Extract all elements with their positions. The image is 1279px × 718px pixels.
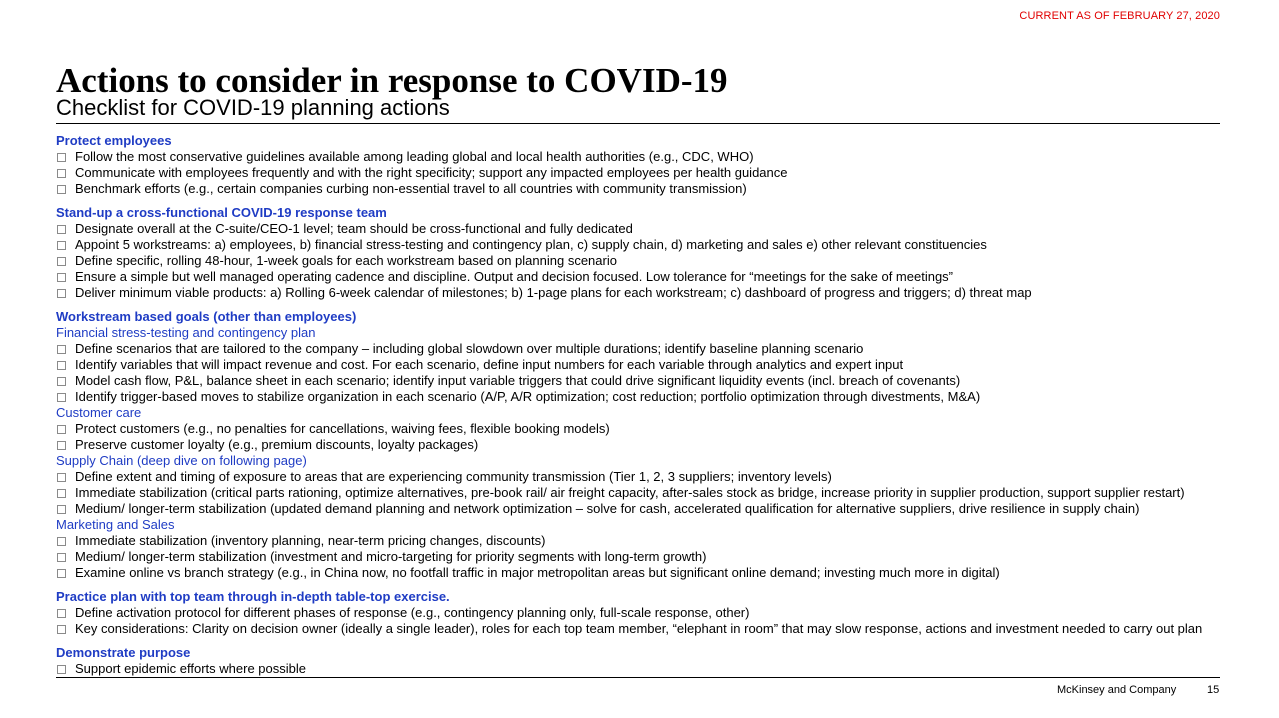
- checklist-item-text: Ensure a simple but well managed operating cadence and discipline. Output and decision focused. Low tolerance for “meetings for the sake of meetings”: [75, 269, 954, 284]
- footer-divider: [56, 677, 1220, 678]
- checklist-item: [56, 565, 1256, 581]
- checklist-item-text: Designate overall at the C-suite/CEO-1 level; team should be cross-functional and fully dedicated: [75, 221, 633, 236]
- section-heading: Protect employees: [56, 133, 172, 148]
- checklist-item: [56, 149, 1256, 165]
- workstream-subheading: Marketing and Sales: [56, 517, 175, 532]
- checklist-item-text: Define specific, rolling 48-hour, 1-week goals for each workstream based on planning scenario: [75, 253, 617, 268]
- checklist-item-text: Key considerations: Clarity on decision owner (ideally a single leader), roles for each top team member, “elephant in room” that may slow response, actions and investment needed to carry out plan: [75, 621, 1203, 636]
- checklist-item: [56, 621, 1256, 637]
- checklist-item-text: Define scenarios that are tailored to the company – including global slowdown over multiple durations; identify baseline planning scenario: [75, 341, 864, 356]
- checkbox-icon: [57, 257, 66, 266]
- checkbox-icon: [57, 473, 66, 482]
- checklist-item-text: Protect customers (e.g., no penalties for cancellations, waiving fees, flexible booking models): [75, 421, 610, 436]
- checklist-item: [56, 549, 1256, 565]
- checklist-item: [56, 661, 1256, 677]
- checklist-item-text: Immediate stabilization (critical parts rationing, optimize alternatives, pre-book rail/ air freight capacity, after-sales stock as bridge, increase priority in supplier production, support supplier restart): [75, 485, 1185, 500]
- checklist-item-text: Examine online vs branch strategy (e.g., in China now, no footfall traffic in major metropolitan areas but significant online demand; investing much more in digital): [75, 565, 1000, 580]
- workstream-subheading: Customer care: [56, 405, 142, 420]
- checklist-item-text: Identify variables that will impact revenue and cost. For each scenario, define input numbers for each variable through analytics and expert input: [75, 357, 904, 372]
- checklist-section: [56, 205, 1256, 301]
- page-title: Actions to consider in response to COVID-19: [56, 61, 728, 100]
- checklist-item-text: Medium/ longer-term stabilization (investment and micro-targeting for priority segments with long-term growth): [75, 549, 707, 564]
- section-heading: Practice plan with top team through in-depth table-top exercise.: [56, 589, 450, 604]
- checklist-content: [56, 133, 1256, 685]
- checklist-item-text: Define extent and timing of exposure to areas that are experiencing community transmission (Tier 1, 2, 3 suppliers; inventory levels): [75, 469, 832, 484]
- checklist-item: [56, 237, 1256, 253]
- checklist-item-text: Model cash flow, P&L, balance sheet in each scenario; identify input variable triggers that could drive significant liquidity events (incl. breach of covenants): [75, 373, 961, 388]
- checkbox-icon: [57, 225, 66, 234]
- checklist-item: [56, 221, 1256, 237]
- checkbox-icon: [57, 609, 66, 618]
- checklist-item: [56, 437, 1256, 453]
- checkbox-icon: [57, 505, 66, 514]
- checkbox-icon: [57, 169, 66, 178]
- checkbox-icon: [57, 489, 66, 498]
- checklist-item-text: Deliver minimum viable products: a) Rolling 6-week calendar of milestones; b) 1-page plans for each workstream; c) dashboard of progress and triggers; d) threat map: [75, 285, 1032, 300]
- checklist-item: [56, 357, 1256, 373]
- checklist-item: [56, 373, 1256, 389]
- checkbox-icon: [57, 289, 66, 298]
- checkbox-icon: [57, 665, 66, 674]
- checkbox-icon: [57, 345, 66, 354]
- checkbox-icon: [57, 425, 66, 434]
- checklist-item: [56, 269, 1256, 285]
- checklist-item: [56, 389, 1256, 405]
- checkbox-icon: [57, 185, 66, 194]
- checkbox-icon: [57, 241, 66, 250]
- checklist-item: [56, 469, 1256, 485]
- checklist-item: [56, 165, 1256, 181]
- checkbox-icon: [57, 625, 66, 634]
- checklist-item-text: Preserve customer loyalty (e.g., premium discounts, loyalty packages): [75, 437, 479, 452]
- footer-brand: McKinsey and Company: [1057, 684, 1177, 696]
- checklist-item: [56, 421, 1256, 437]
- checklist-item-text: Support epidemic efforts where possible: [75, 661, 306, 676]
- checklist-item: [56, 253, 1256, 269]
- section-heading: Workstream based goals (other than employees): [56, 309, 357, 324]
- current-as-of-label: CURRENT AS OF FEBRUARY 27, 2020: [1019, 10, 1220, 22]
- checklist-item-text: Identify trigger-based moves to stabilize organization in each scenario (A/P, A/R optimization; cost reduction; portfolio optimization through divestments, M&A): [75, 389, 981, 404]
- checkbox-icon: [57, 553, 66, 562]
- checklist-item-text: Medium/ longer-term stabilization (updated demand planning and network optimization – solve for cash, accelerated qualification for alternative suppliers, drive resilience in supply chain): [75, 501, 1140, 516]
- checklist-item: [56, 501, 1256, 517]
- checklist-section: [56, 133, 1256, 197]
- workstream-subheading: Financial stress-testing and contingency plan: [56, 325, 316, 340]
- checklist-item: [56, 605, 1256, 621]
- header-divider: [56, 123, 1220, 124]
- checkbox-icon: [57, 273, 66, 282]
- checklist-item-text: Communicate with employees frequently and with the right specificity; support any impacted employees per health guidance: [75, 165, 788, 180]
- checkbox-icon: [57, 441, 66, 450]
- checklist-item: [56, 181, 1256, 197]
- checklist-item-text: Define activation protocol for different phases of response (e.g., contingency planning only, full-scale response, other): [75, 605, 750, 620]
- page-number: 15: [1207, 684, 1220, 696]
- section-heading: Demonstrate purpose: [56, 645, 191, 660]
- checkbox-icon: [57, 153, 66, 162]
- checklist-item-text: Benchmark efforts (e.g., certain companies curbing non-essential travel to all countries with community transmission): [75, 181, 747, 196]
- checkbox-icon: [57, 377, 66, 386]
- checkbox-icon: [57, 393, 66, 402]
- checklist-item: [56, 285, 1256, 301]
- checklist-item: [56, 485, 1256, 501]
- checkbox-icon: [57, 361, 66, 370]
- section-heading: Stand-up a cross-functional COVID-19 response team: [56, 205, 387, 220]
- checkbox-icon: [57, 537, 66, 546]
- workstream-subheading: Supply Chain (deep dive on following page): [56, 453, 307, 468]
- checklist-item-text: Immediate stabilization (inventory planning, near-term pricing changes, discounts): [75, 533, 546, 548]
- checkbox-icon: [57, 569, 66, 578]
- checklist-section: [56, 645, 1256, 677]
- checklist-item-text: Appoint 5 workstreams: a) employees, b) financial stress-testing and contingency plan, c) supply chain, d) marketing and sales e) other relevant constituencies: [75, 237, 987, 252]
- checklist-section: [56, 309, 1256, 581]
- checklist-section: [56, 589, 1256, 637]
- page-subtitle: Checklist for COVID-19 planning actions: [56, 95, 450, 120]
- checklist-item-text: Follow the most conservative guidelines available among leading global and local health authorities (e.g., CDC, WHO): [75, 149, 754, 164]
- checklist-item: [56, 533, 1256, 549]
- checklist-item: [56, 341, 1256, 357]
